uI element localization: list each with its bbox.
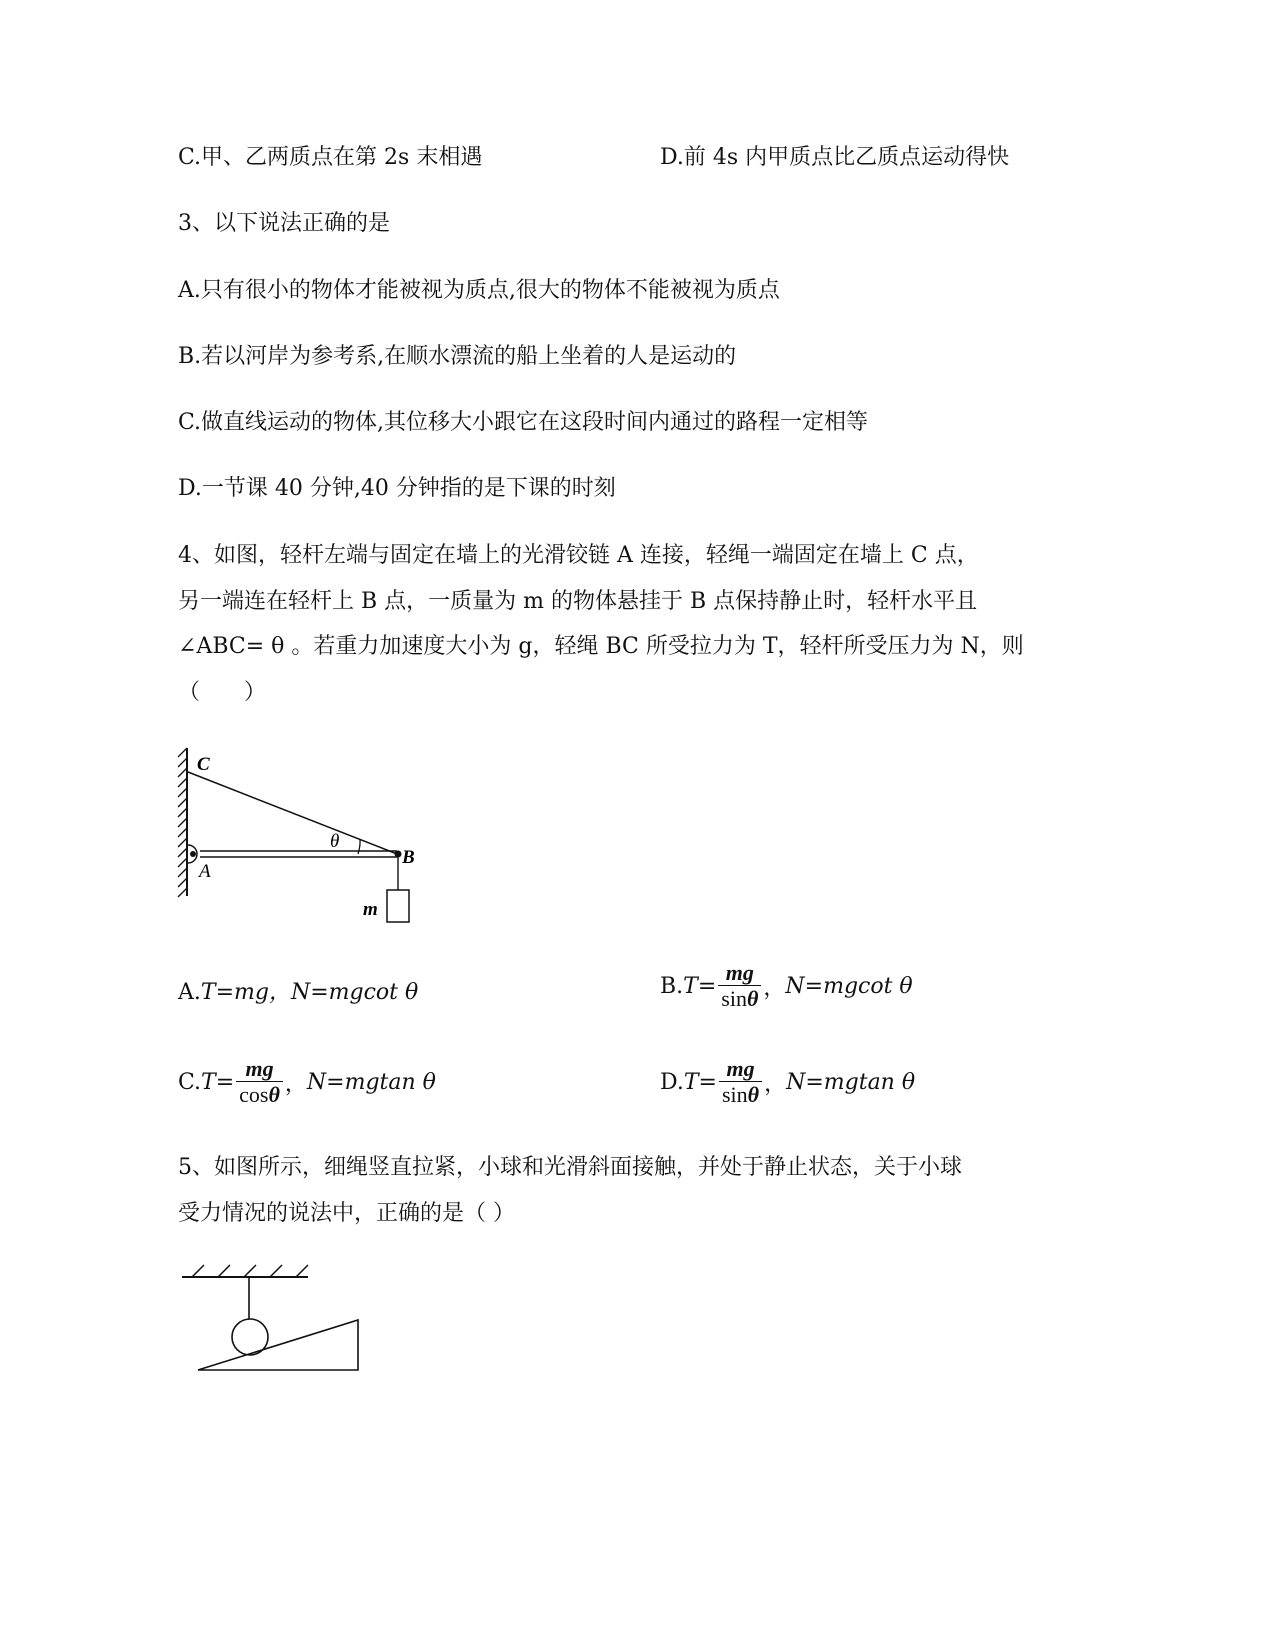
separator: ，	[284, 1072, 307, 1097]
q4-option-a	[178, 978, 418, 1008]
trig-function: cos	[239, 1082, 269, 1107]
q4-option-b	[660, 961, 913, 1012]
q4-option-a-normal: N=mgcot θ	[290, 980, 419, 1005]
separator: ，	[764, 1072, 787, 1097]
smooth-incline	[198, 1320, 358, 1370]
label-theta: θ	[330, 831, 340, 852]
fraction-numerator: mg	[725, 960, 754, 985]
q4-option-d-tension-lhs: T=	[683, 1070, 717, 1095]
rope-bc	[188, 772, 397, 854]
q3-stem: 3、以下说法正确的是	[178, 211, 390, 236]
q4-option-c	[178, 1057, 436, 1108]
q3-option-a: A.只有很小的物体才能被视为质点,很大的物体不能被视为质点	[178, 278, 780, 303]
fraction-denominator	[719, 1082, 762, 1108]
q4-option-d-prefix: D.	[660, 1070, 684, 1095]
separator: ，	[763, 976, 786, 1001]
wall-hatching	[178, 748, 187, 897]
q4-option-a-prefix: A.	[178, 980, 201, 1005]
light-rod-ab	[200, 851, 397, 857]
fraction-numerator: mg	[726, 1056, 755, 1081]
q3-option-d: D.一节课 40 分钟,40 分钟指的是下课的时刻	[178, 476, 616, 501]
theta-symbol: θ	[746, 986, 759, 1011]
q4-stem-line-4: （ ）	[178, 680, 267, 705]
trig-function: sin	[721, 1082, 748, 1107]
mass-block	[387, 890, 409, 922]
q5-figure	[170, 1255, 380, 1385]
q4-option-d-normal: N=mgtan θ	[786, 1070, 916, 1095]
ceiling-hatching	[182, 1265, 308, 1277]
q4-option-a-tension: T=mg，	[200, 980, 291, 1005]
q4-option-c-fraction	[236, 1057, 283, 1108]
q4-option-b-prefix: B.	[660, 974, 684, 999]
q3-option-b: B.若以河岸为参考系,在顺水漂流的船上坐着的人是运动的	[178, 344, 737, 369]
q3-option-c: C.做直线运动的物体,其位移大小跟它在这段时间内通过的路程一定相等	[178, 410, 869, 435]
trig-function: sin	[721, 986, 747, 1011]
label-m: m	[363, 899, 378, 920]
q5-stem-line-2: 受力情况的说法中，正确的是（ ）	[178, 1201, 515, 1226]
q4-option-c-prefix: C.	[178, 1070, 202, 1095]
q5-stem-line-1: 5、如图所示，细绳竖直拉紧，小球和光滑斜面接触，并处于静止状态，关于小球	[178, 1155, 962, 1180]
q2-option-d: D.前 4s 内甲质点比乙质点运动得快	[660, 145, 1010, 170]
q4-option-b-tension-lhs: T=	[683, 974, 717, 999]
fraction-numerator: mg	[245, 1056, 274, 1081]
label-a: A	[199, 861, 211, 882]
q4-option-d-fraction	[719, 1057, 762, 1108]
q2-option-c: C.甲、乙两质点在第 2s 末相遇	[178, 145, 483, 170]
label-c: C	[197, 754, 210, 775]
q4-option-b-fraction	[718, 961, 761, 1012]
theta-symbol: θ	[268, 1082, 280, 1107]
q4-figure	[170, 740, 430, 940]
hinge-pin	[190, 851, 196, 857]
q4-stem-line-3: ∠ABC= θ 。若重力加速度大小为 g，轻绳 BC 所受拉力为 T，轻杆所受压力为 N，则	[178, 634, 1024, 659]
angle-theta-arc	[358, 839, 360, 854]
q4-option-c-normal: N=mgtan θ	[306, 1070, 436, 1095]
q4-option-d	[660, 1057, 915, 1108]
q4-stem-line-1: 4、如图，轻杆左端与固定在墙上的光滑铰链 A 连接，轻绳一端固定在墙上 C 点，	[178, 543, 979, 568]
q4-stem-line-2: 另一端连在轻杆上 B 点，一质量为 m 的物体悬挂于 B 点保持静止时，轻杆水平且	[178, 589, 978, 614]
q4-option-b-normal: N=mgcot θ	[785, 974, 913, 999]
label-b: B	[402, 847, 415, 868]
theta-symbol: θ	[747, 1082, 760, 1107]
fraction-denominator	[718, 986, 761, 1012]
point-b	[395, 851, 402, 858]
q4-option-c-tension-lhs: T=	[201, 1070, 235, 1095]
fraction-denominator	[236, 1082, 283, 1108]
